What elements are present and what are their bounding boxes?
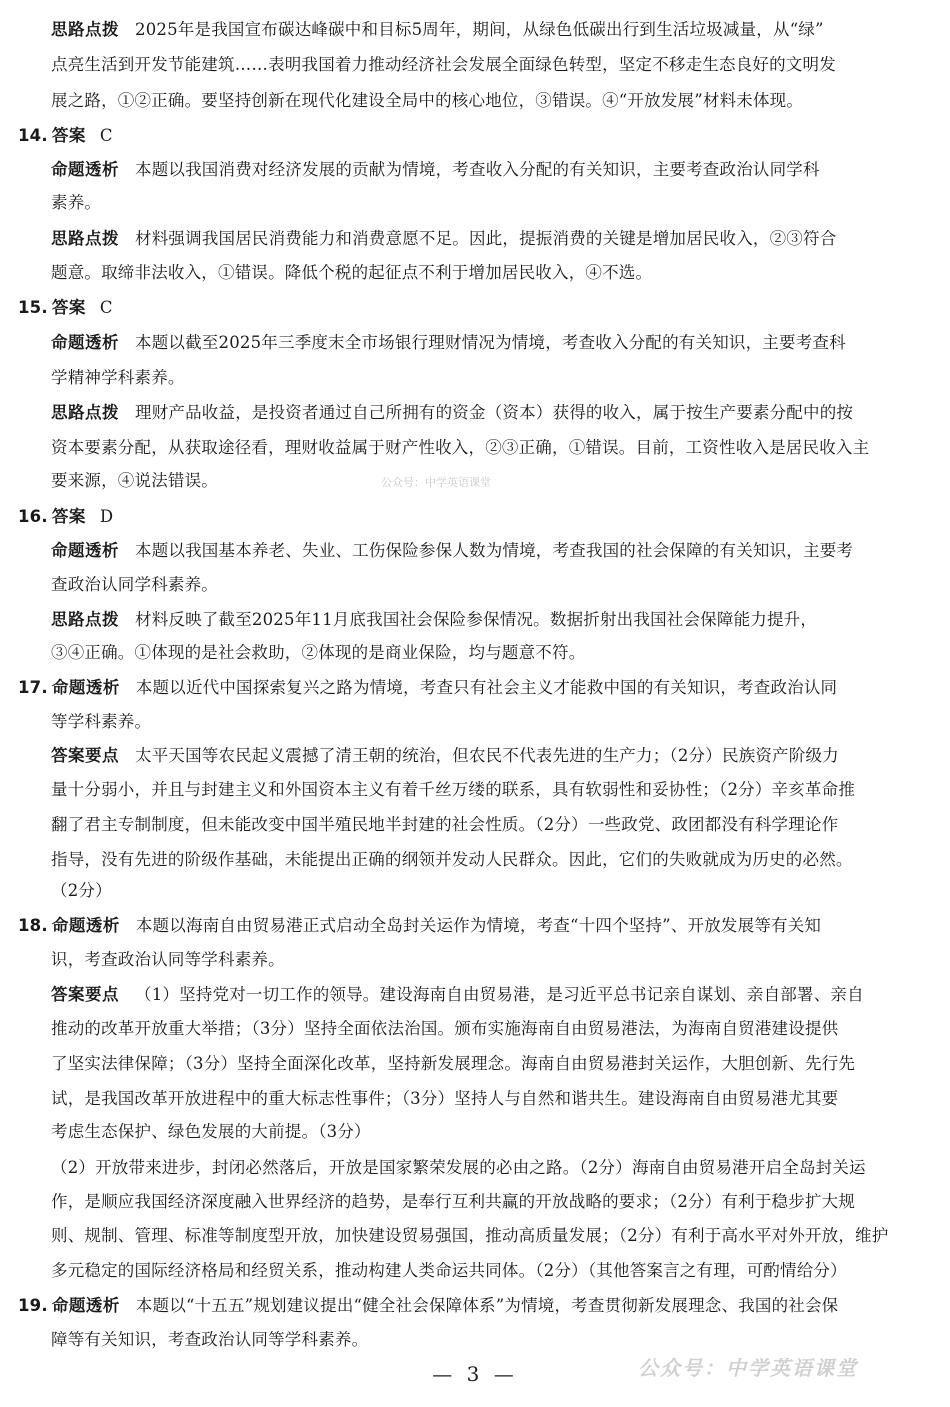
text-line [51,575,218,595]
line-text: 要来源，④说法错误。 [51,471,218,490]
text-line [51,1261,847,1281]
line-text: 障等有关知识，考查政治认同等学科素养。 [51,1330,369,1349]
line-text: 了坚实法律保障；（3分）坚持全面深化改革，坚持新发展理念。海南自由贸易港封关运作，大胆创新、先行先 [51,1054,856,1073]
section-label: 思路点拨 [51,610,119,629]
text-line [51,746,839,766]
text-line [51,712,151,732]
section-label: 命题透析 [51,160,119,179]
text-line [51,368,185,388]
line-text: 试，是我国改革开放进程中的重大标志性事件；（3分）坚持人与自然和谐共生。建设海南自由贸易港尤其要 [51,1089,839,1108]
text-line [51,950,285,970]
section-label: 命题透析 [51,1296,120,1315]
text-line [51,1226,888,1246]
answer-letter: D [99,507,114,526]
text-line [51,815,838,835]
text-line [51,541,853,561]
text-line [51,1019,838,1039]
section-label: 思路点拨 [51,20,119,39]
section-label: 答案要点 [51,985,119,1004]
text-line [51,193,101,213]
text-line [51,333,846,353]
text-line [18,678,837,698]
line-text: 学精神学科素养。 [51,368,185,387]
line-text: 2025年是我国宣布碳达峰碳中和目标5周年，期间，从绿色低碳出行到生活垃圾减量，从“绿” [135,20,824,39]
text-line [18,298,113,318]
line-text: 点亮生活到开发节能建筑……表明我国着力推动经济社会发展全面绿色转型，坚定不移走生态良好的文明发 [51,55,836,74]
section-label: 命题透析 [51,541,119,560]
text-line [51,55,836,75]
text-line [51,403,853,423]
text-line [51,985,864,1005]
text-line [51,229,836,249]
text-line [51,643,585,663]
line-text: ③④正确。①体现的是社会救助，②体现的是商业保险，均与题意不符。 [51,643,586,662]
line-text: 题意。取缔非法收入，①错误。降低个税的起征点不利于增加居民收入，④不选。 [51,263,653,282]
line-text: 本题以“十五五”规划建议提出“健全社会保障体系”为情境，考查贯彻新发展理念、我国的社会保 [135,1296,839,1315]
line-text: 资本要素分配，从获取途径看，理财收益属于财产性收入，②③正确，①错误。目前，工资性收入是居民收入主 [51,438,870,457]
section-label: 命题透析 [51,333,119,352]
text-line [51,1054,855,1074]
line-text: 作，是顺应我国经济深度融入世界经济的趋势，是奉行互利共赢的开放战略的要求；（2分）有利于稳步扩大规 [51,1192,856,1211]
section-label: 答案 [51,126,86,145]
page-number: — 3 — [432,1362,518,1386]
text-line [51,1330,368,1350]
answer-letter: C [99,126,113,145]
watermark-text: 公众号：中学英语课堂 [381,476,491,489]
text-line [51,1089,838,1109]
text-line [51,263,652,283]
section-label: 命题透析 [51,678,120,697]
text-line [51,1122,371,1142]
line-text: 本题以截至2025年三季度末全市场银行理财情况为情境，考查收入分配的有关知识，主要考查科 [135,333,846,352]
section-label: 答案要点 [51,746,119,765]
question-number: 16. [18,507,48,526]
question-number: 15. [18,298,48,317]
text-line [18,916,821,936]
line-text: 本题以海南自由贸易港正式启动全岛封关运作为情境，考查“十四个坚持”、开放发展等有关知 [135,916,822,935]
text-line [51,471,218,491]
text-line [18,1296,838,1316]
line-text: 等学科素养。 [51,712,152,731]
text-line [51,1192,855,1212]
line-text: 素养。 [51,193,102,212]
line-text: 则、规制、管理、标准等制度型开放，加快建设贸易强国，推动高质量发展；（2分）有利于高水平对外开放，维护 [51,1226,889,1245]
line-text: 查政治认同学科素养。 [51,575,218,594]
section-label: 思路点拨 [51,229,119,248]
section-label: 思路点拨 [51,403,119,422]
question-number: 14. [18,126,48,145]
text-line [51,20,824,40]
section-label: 答案 [51,298,86,317]
text-line [51,91,803,111]
line-text: 翻了君主专制制度，但未能改变中国半殖民地半封建的社会性质。（2分）一些政党、政团都没有科学理论作 [51,815,839,834]
text-line [51,881,112,901]
line-text: （1）坚持党对一切工作的领导。建设海南自由贸易港，是习近平总书记亲自谋划、亲自部署、亲自 [135,985,864,1004]
line-text: 展之路，①②正确。要坚持创新在现代化建设全局中的核心地位，③错误。④“开放发展”材料未体现。 [51,91,804,110]
watermark-bottom: 公众号：中学英语课堂 [638,1356,858,1380]
text-line [51,1158,866,1178]
line-text: 指导，没有先进的阶级作基础，未能提出正确的纲领并发动人民群众。因此，它们的失败就成为历史的必然。 [51,850,853,869]
line-text: （2）开放带来进步，封闭必然落后，开放是国家繁荣发展的必由之路。（2分）海南自由贸易港开启全岛封关运 [51,1158,866,1177]
text-line [18,507,113,527]
question-number: 17. [18,678,48,697]
line-text: 识，考查政治认同等学科素养。 [51,950,285,969]
text-line [51,780,855,800]
text-line [18,126,113,146]
line-text: 理财产品收益，是投资者通过自己所拥有的资金（资本）获得的收入，属于按生产要素分配中的按 [135,403,854,422]
line-text: 推动的改革开放重大举措；（3分）坚持全面依法治国。颁布实施海南自由贸易港法，为海南自贸港建设提供 [51,1019,839,1038]
question-number: 18. [18,916,48,935]
text-line [51,160,820,180]
line-text: 材料强调我国居民消费能力和消费意愿不足。因此，提振消费的关键是增加居民收入，②③符合 [135,229,837,248]
section-label: 答案 [51,507,86,526]
answer-letter: C [99,298,113,317]
line-text: （2分） [51,881,112,900]
line-text: 材料反映了截至2025年11月底我国社会保险参保情况。数据折射出我国社会保障能力提升， [135,610,818,629]
line-text: 多元稳定的国际经济格局和经贸关系，推动构建人类命运共同体。（2分）（其他答案言之有理，可酌情给分） [51,1261,847,1280]
line-text: 考虑生态保护、绿色发展的大前提。（3分） [51,1122,371,1141]
section-label: 命题透析 [51,916,120,935]
question-number: 19. [18,1296,48,1315]
text-line [51,610,817,630]
text-line [51,850,853,870]
line-text: 量十分弱小，并且与封建主义和外国资本主义有着千丝万缕的联系，具有软弱性和妥协性；（2分）辛亥革命推 [51,780,856,799]
line-text: 本题以我国消费对经济发展的贡献为情境，考查收入分配的有关知识，主要考查政治认同学科 [135,160,820,179]
line-text: 太平天国等农民起义震撼了清王朝的统治，但农民不代表先进的生产力；（2分）民族资产阶级力 [135,746,839,765]
line-text: 本题以近代中国探索复兴之路为情境，考查只有社会主义才能救中国的有关知识，考查政治认同 [135,678,838,697]
text-line [51,438,869,458]
line-text: 本题以我国基本养老、失业、工伤保险参保人数为情境，考查我国的社会保障的有关知识，主要考 [135,541,854,560]
